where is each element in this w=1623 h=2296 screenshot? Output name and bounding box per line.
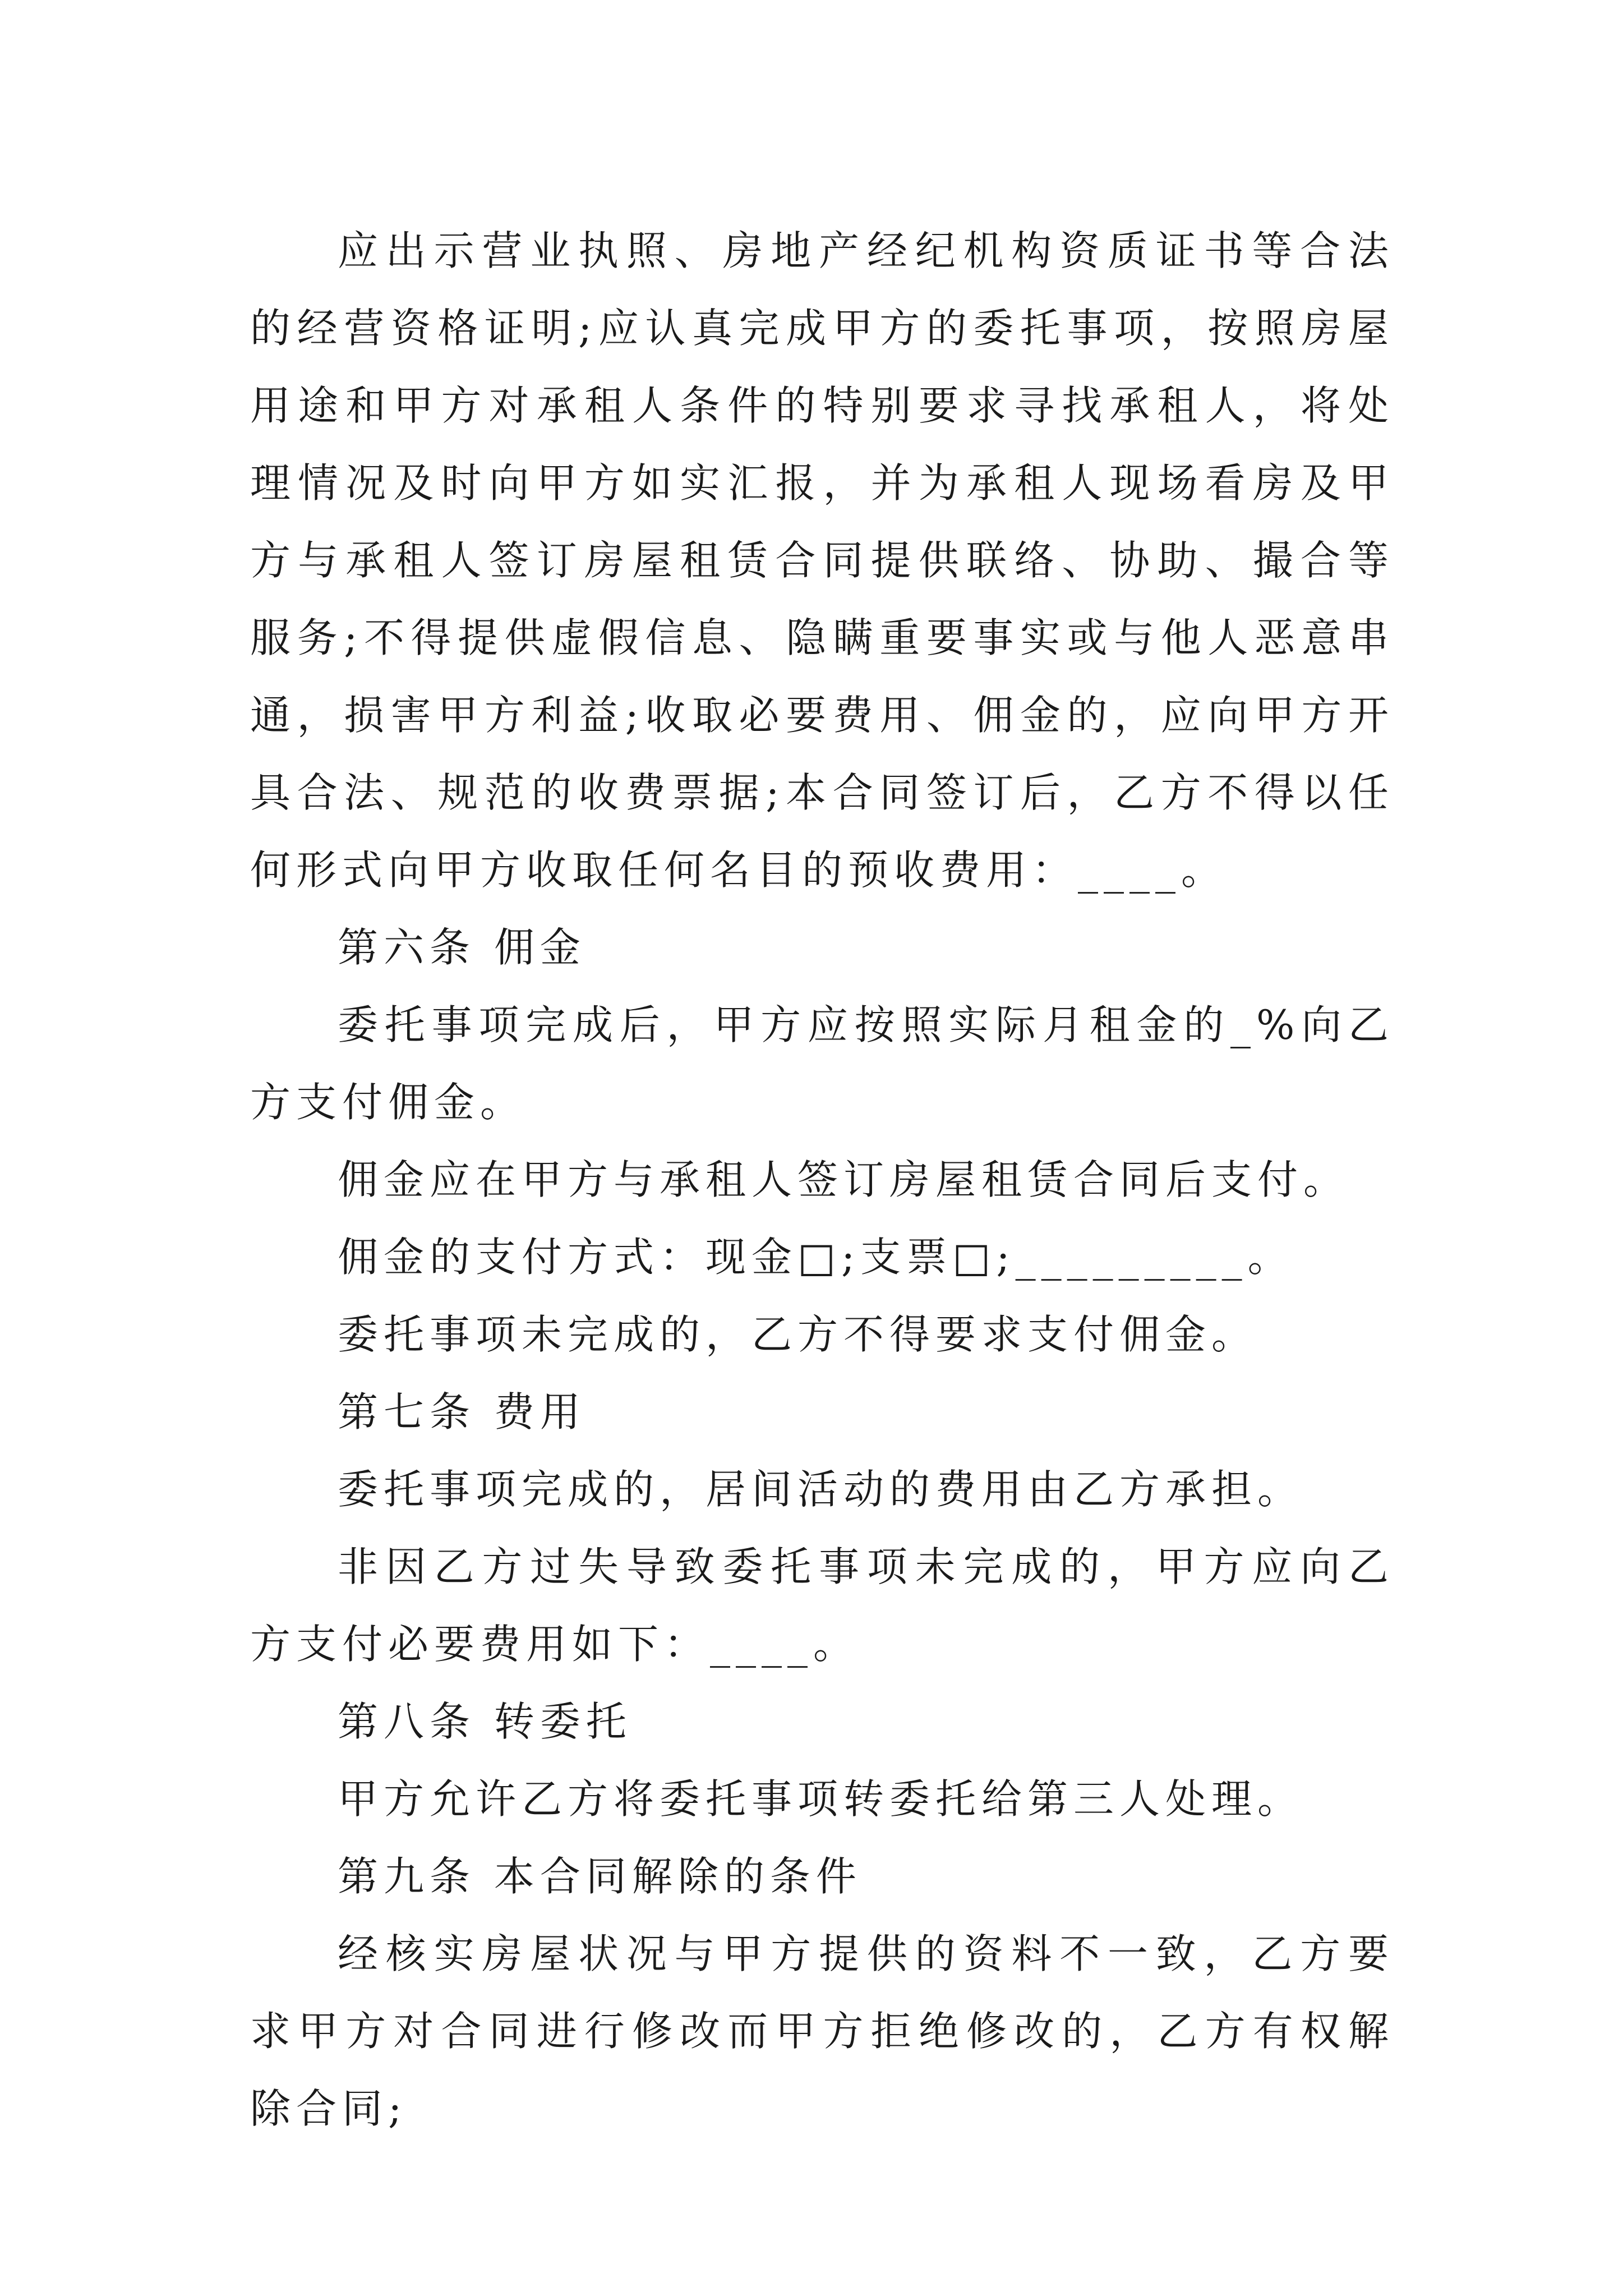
paragraph-subdelegation: 甲方允许乙方将委托事项转委托给第三人处理。 [338, 1775, 1304, 1823]
paragraph-fees-unfinished: 非因乙方过失导致委托事项未完成的，甲方应向乙方支付必要费用如下：____。 [250, 1543, 1394, 1668]
heading-article-7: 第七条 费用 [338, 1388, 586, 1435]
heading-article-8: 第八条 转委托 [338, 1698, 632, 1745]
paragraph-fees-completed: 委托事项完成的，居间活动的费用由乙方承担。 [338, 1466, 1304, 1513]
paragraph-commission-rate: 委托事项完成后，甲方应按照实际月租金的_%向乙方支付佣金。 [250, 1001, 1394, 1126]
heading-article-6: 第六条 佣金 [338, 924, 586, 971]
paragraph-commission-method: 佣金的支付方式：现金□;支票□;_________。 [338, 1234, 1294, 1281]
paragraph-commission-timing: 佣金应在甲方与承租人签订房屋租赁合同后支付。 [338, 1156, 1350, 1203]
paragraph-termination: 经核实房屋状况与甲方提供的资料不一致，乙方要求甲方对合同进行修改而甲方拒绝修改的，乙方有权解除合同; [250, 1930, 1394, 2132]
heading-article-9: 第九条 本合同解除的条件 [338, 1853, 862, 1900]
document-body [250, 212, 1394, 2147]
paragraph-obligations: 应出示营业执照、房地产经纪机构资质证书等合法的经营资格证明;应认真完成甲方的委托事项，按照房屋用途和甲方对承租人条件的特别要求寻找承租人，将处理情况及时向甲方如实汇报，并为承租人现场看房及甲方与承租人签订房屋租赁合同提供联络、协助、撮合等服务;不得提供虚假信息、隐瞒重要事实或与他人恶意串通，损害甲方利益;收取必要费用、佣金的，应向甲方开具合法、规范的收费票据;本合同签订后，乙方不得以任何形式向甲方收取任何名目的预收费用：____。 [250, 227, 1394, 894]
paragraph-commission-unfinished: 委托事项未完成的，乙方不得要求支付佣金。 [338, 1311, 1258, 1358]
